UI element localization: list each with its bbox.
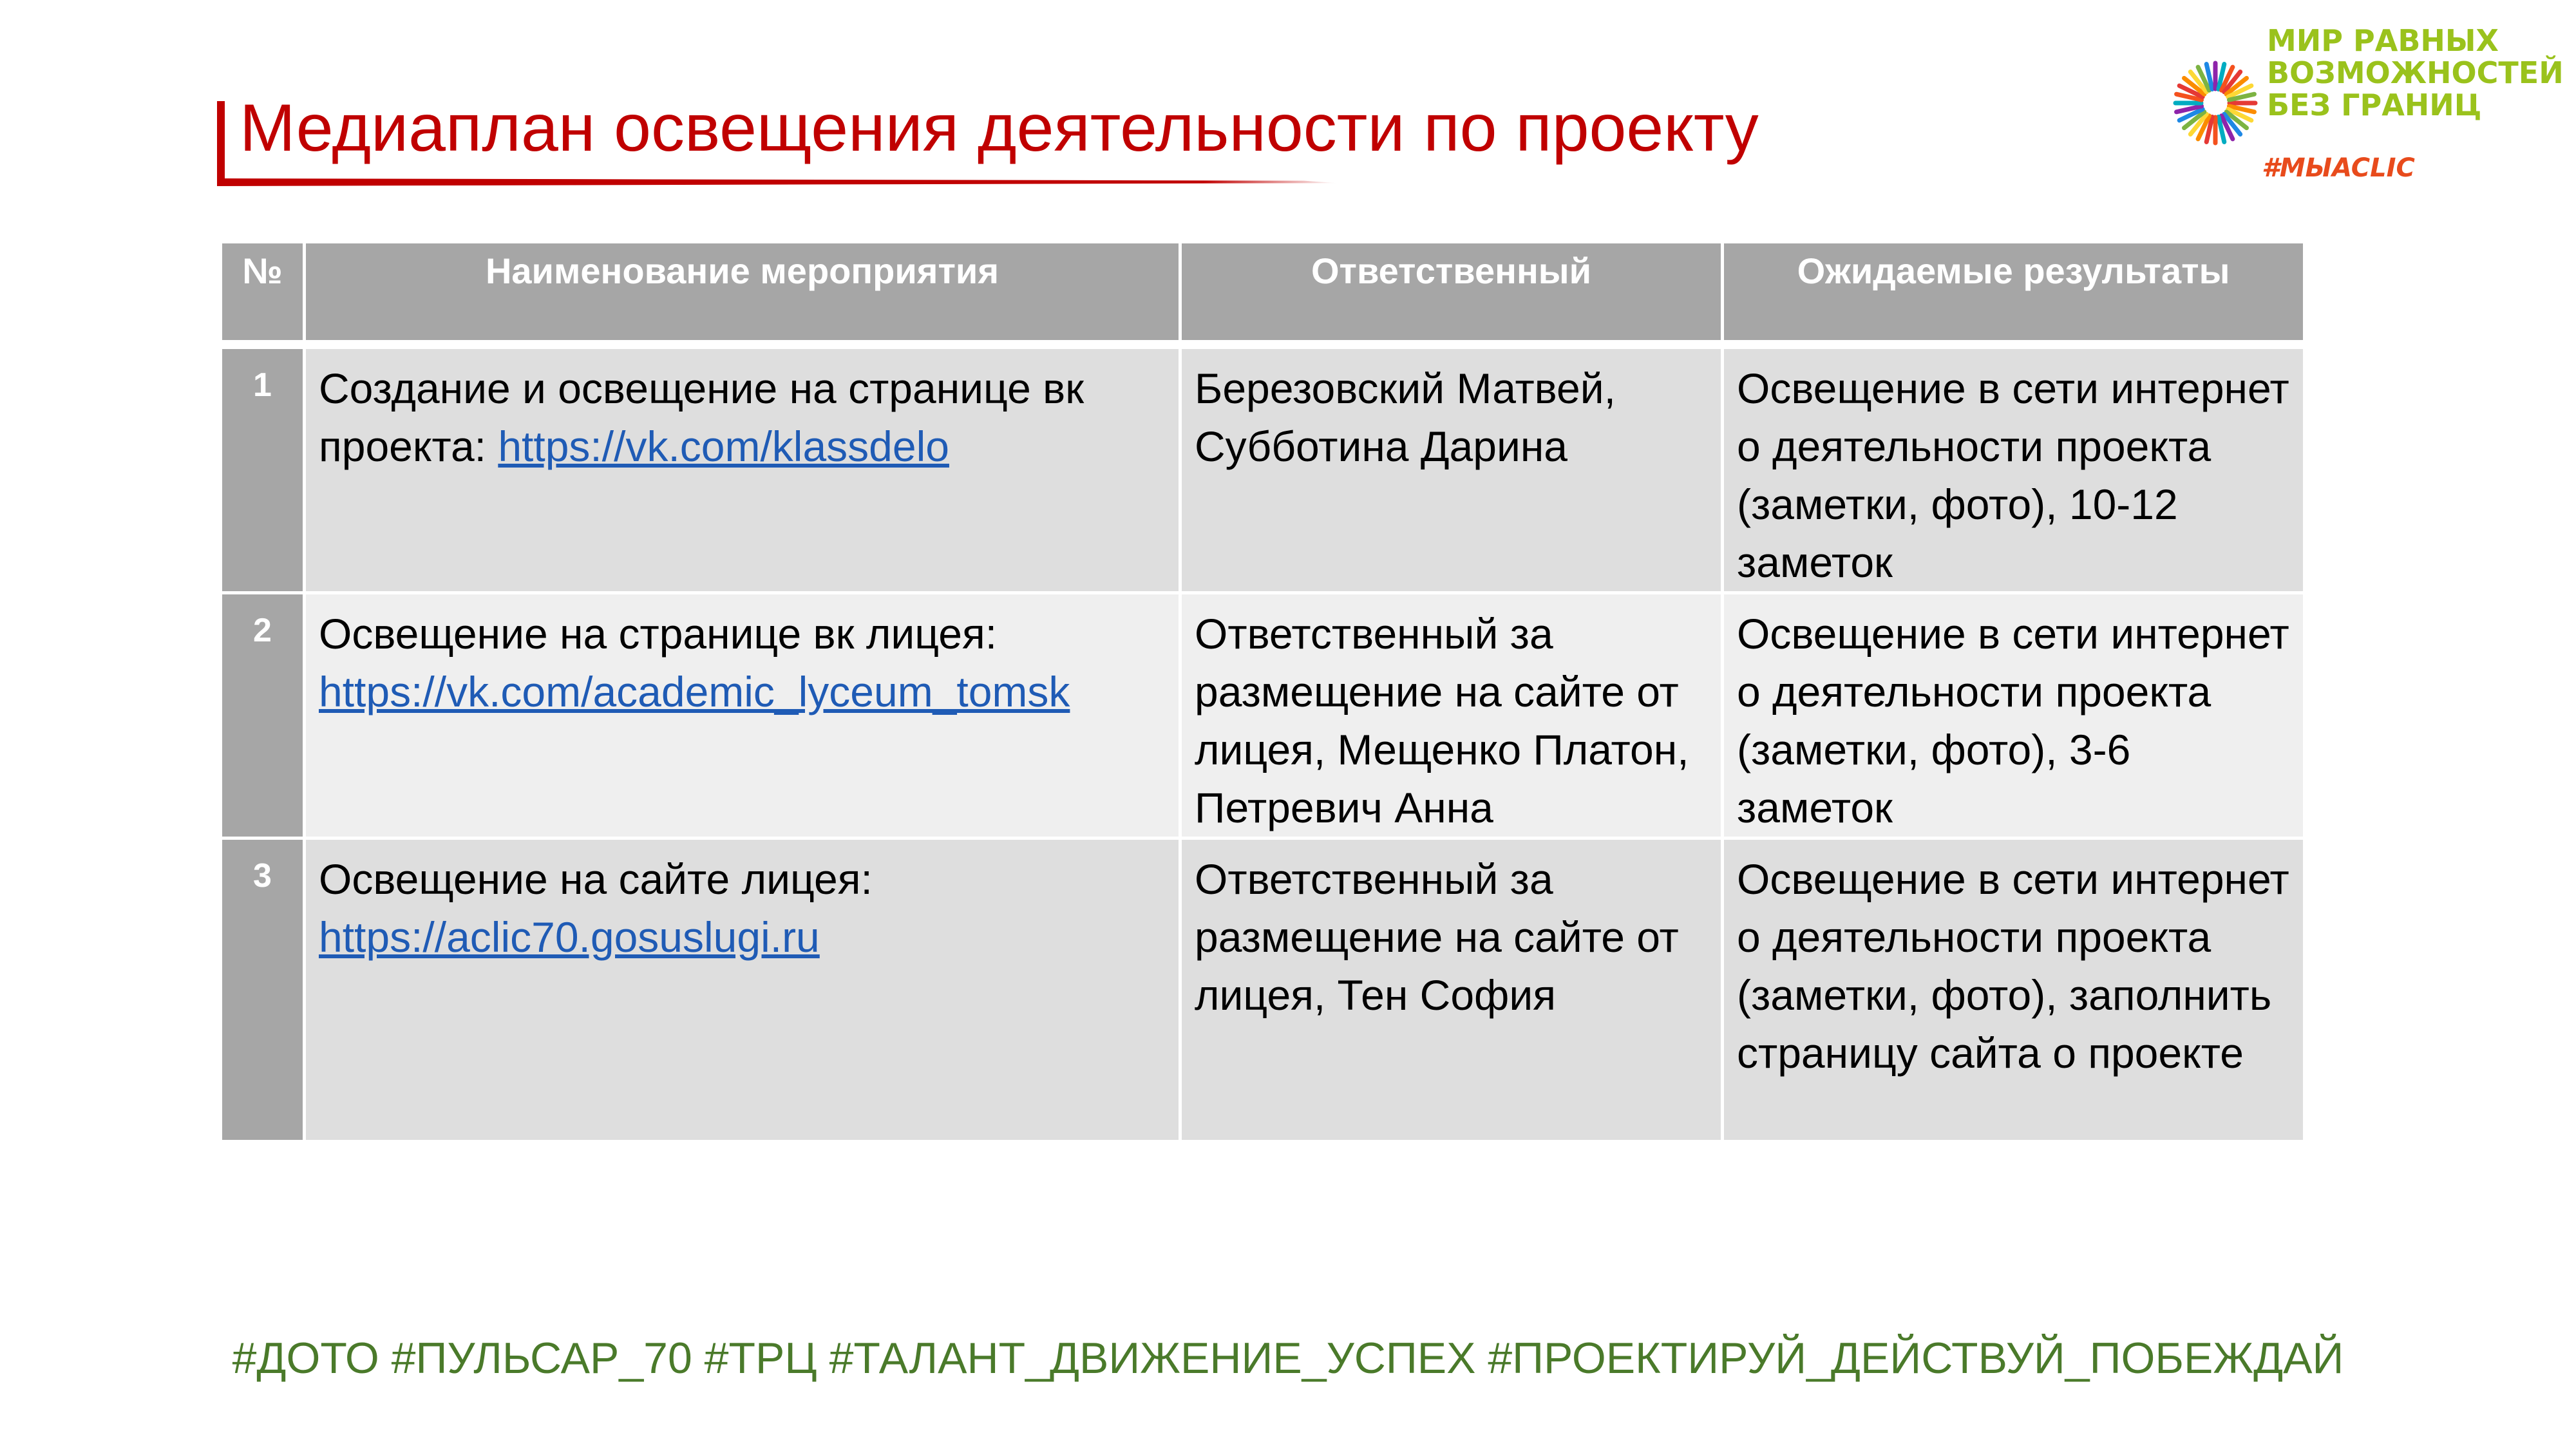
event-text: Освещение на странице вк лицея: [319, 610, 998, 658]
event-link[interactable]: https://vk.com/klassdelo [498, 422, 949, 470]
logo-text-line-1: МИР РАВНЫХ [2267, 23, 2499, 58]
event-text: Создание и освещение на странице вк проекта: [319, 365, 1084, 470]
event-link[interactable]: https://vk.com/academic_lyceum_tomsk [319, 668, 1070, 715]
table-row [221, 838, 2305, 1142]
header-responsible: Ответственный [1180, 242, 1723, 345]
row-number: 1 [221, 345, 305, 593]
event-link[interactable]: https://aclic70.gosuslugi.ru [319, 913, 820, 961]
results-cell: Освещение в сети интернет о деятельности проекта (заметки, фото), заполнить страницу сайта о проекте [1723, 838, 2305, 1142]
responsible-cell: Ответственный за размещение на сайте от лицея, Мещенко Платон, Петревич Анна [1180, 593, 1723, 838]
header-event: Наименование мероприятия [305, 242, 1180, 345]
responsible-cell: Ответственный за размещение на сайте от лицея, Тен София [1180, 838, 1723, 1142]
header-results: Ожидаемые результаты [1723, 242, 2305, 345]
logo-text-line-2: ВОЗМОЖНОСТЕЙ [2267, 55, 2564, 90]
title-underline [217, 178, 1338, 186]
event-cell [305, 345, 1180, 593]
header-num: № [221, 242, 305, 345]
table-row [221, 593, 2305, 838]
title-accent-bar [217, 101, 225, 185]
media-plan-table [219, 240, 2306, 1143]
event-cell [305, 593, 1180, 838]
project-logo [2164, 19, 2563, 200]
results-cell: Освещение в сети интернет о деятельности проекта (заметки, фото), 3-6 заметок [1723, 593, 2305, 838]
row-number: 3 [221, 838, 305, 1142]
logo-text-line-3: БЕЗ ГРАНИЦ [2267, 88, 2482, 122]
table-header-row [221, 242, 2305, 345]
responsible-cell: Березовский Матвей, Субботина Дарина [1180, 345, 1723, 593]
event-cell [305, 838, 1180, 1142]
event-text: Освещение на сайте лицея: [319, 855, 873, 903]
row-number: 2 [221, 593, 305, 838]
table-row [221, 345, 2305, 593]
logo-hashtag: #МЫACLIC [2262, 153, 2415, 183]
sunburst-logo-icon [2170, 58, 2260, 148]
page-title: Медиаплан освещения деятельности по проекту [240, 91, 1759, 166]
footer-hashtags: #ДОТО #ПУЛЬСАР_70 #ТРЦ #ТАЛАНТ_ДВИЖЕНИЕ_УСПЕХ #ПРОЕКТИРУЙ_ДЕЙСТВУЙ_ПОБЕЖДАЙ [232, 1334, 2344, 1383]
results-cell: Освещение в сети интернет о деятельности проекта (заметки, фото), 10-12 заметок [1723, 345, 2305, 593]
